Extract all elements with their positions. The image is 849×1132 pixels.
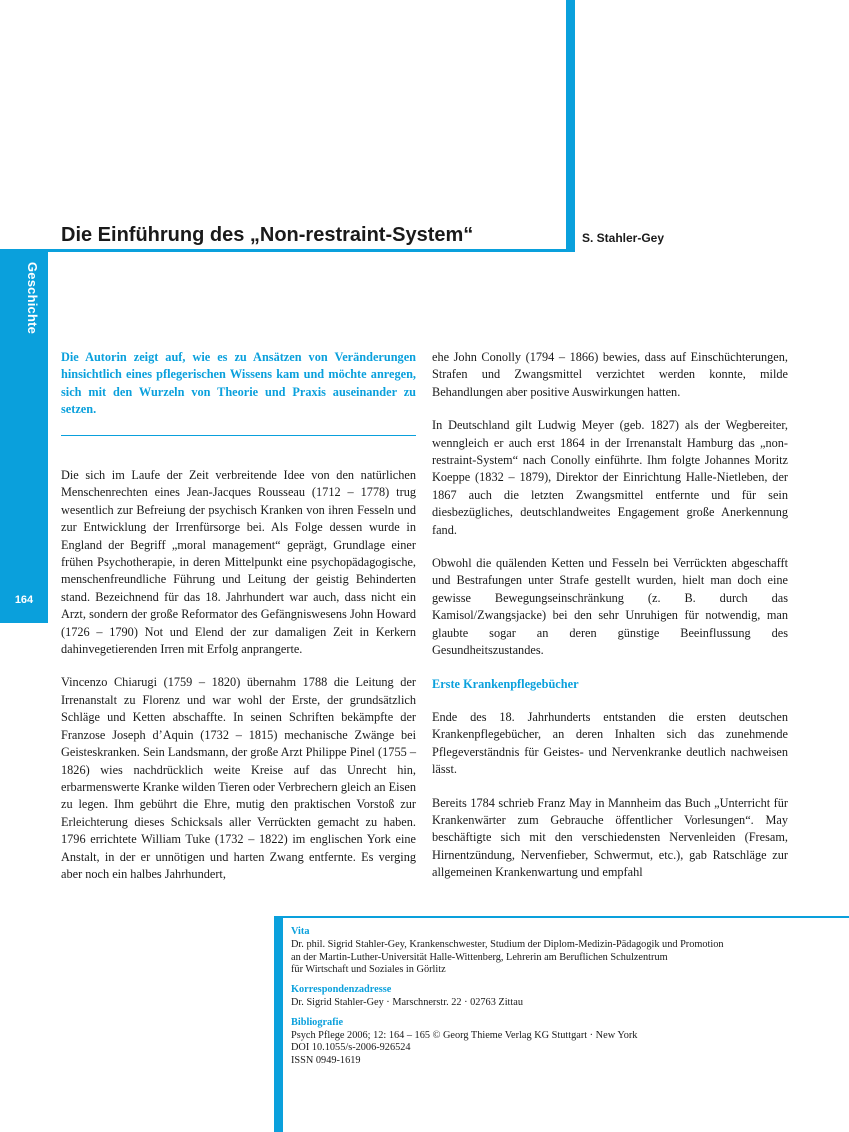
body-paragraph: Ende des 18. Jahrhunderts entstanden die ersten deutschen Krankenpflegebücher, an deren Inhalten sich das zunehmende Pflegeverständnis für Geistes- und Nervenkranke deutlich nachweisen lässt. (432, 709, 788, 777)
abstract: Die Autorin zeigt auf, wie es zu Ansätzen von Veränderungen hinsichtlich eines pflegerischen Wissens kam und möchte anregen, sich mit den Wurzeln von Theorie und Praxis auseinander zu setzen. (61, 350, 416, 417)
right-body-part-1 (432, 349, 788, 660)
biblio-line: Psych Pflege 2006; 12: 164 – 165 © Georg Thieme Verlag KG Stuttgart · New York (291, 1029, 638, 1041)
vita-line: Dr. phil. Sigrid Stahler-Gey, Krankenschwester, Studium der Diplom-Medizin-Pädagogik und Promotion (291, 938, 724, 950)
vita-line: an der Martin-Luther-Universität Halle-Wittenberg, Lehrerin am Beruflichen Schulzentrum (291, 951, 668, 963)
title-rule (0, 249, 575, 252)
body-paragraph: ehe John Conolly (1794 – 1866) bewies, dass auf Einschüchterungen, Strafen und Zwangsmittel verzichtet werden konnte, milde Behandlungen aber positive Auswirkungen hatten. (432, 350, 788, 399)
vita-label: Vita (291, 926, 310, 937)
vita-text (291, 939, 791, 977)
biblio-line: ISSN 0949-1619 (291, 1055, 361, 1067)
article-title: Die Einführung des „Non-restraint-System“ (61, 224, 474, 246)
biblio-text (291, 1030, 791, 1068)
vita-box (291, 926, 791, 1075)
body-paragraph: Obwohl die quälenden Ketten und Fesseln bei Verrückten abgeschafft und Bestrafungen unter Strafe gestellt wurden, hielt man doch eine gewisse Bewegungseinschränkung (z. B. durch das Kamisol/Zwangsjacke) bei den sehr Unruhigen für notwendig, man glaubte sogar an deren günstige Beeinflussung des Gesundheitszustandes. (432, 556, 788, 658)
body-paragraph: Bereits 1784 schrieb Franz May in Mannheim das Buch „Unterricht für Krankenwärter zum Gebrauche öffentlicher Vorlesungen“. May beschäftigte sich mit den verschiedensten Nervenleiden (Fresam, Hirnentzündung, Nervenfieber, Schwermut, etc.), gab Ratschläge zur allgemeinen Krankenwartung und empfahl (432, 795, 788, 880)
right-column (432, 349, 788, 898)
vita-accent-bar (274, 916, 283, 1132)
abstract-divider (61, 435, 416, 436)
biblio-line: DOI 10.1055/s-2006-926524 (291, 1042, 411, 1054)
right-body-part-2 (432, 709, 788, 882)
body-paragraph: Vincenzo Chiarugi (1759 – 1820) übernahm 1788 die Leitung der Irrenanstalt zu Florenz und war wohl der Erste, der grundsätzlich Schläge und Ketten abschaffte. In seinen Schriften bekämpfte der Franzose Joseph d’Aquin (1732 – 1815) mechanische Zwänge bei Geisteskranken. Sein Landsmann, der große Arzt Philippe Pinel (1755 – 1826) wies nachdrücklich weite Kreise auf das Unrecht hin, erbarmenswerte Kranke wilden Tieren oder Verbrechern gleich an Eisen zu legen. Ihm gebührt die Ehre, mutig den praktischen Vorstoß zur Erleichterung dieses Schicksals aller Verrückten gemacht zu haben. 1796 errichtete William Tuke (1732 – 1822) im englischen York eine Anstalt, in der er unnötigen und harten Zwang entfernte. Es verging aber noch ein halbes Jahrhundert, (61, 675, 416, 881)
section-heading: Erste Krankenpflegebücher (432, 676, 579, 691)
address-text (291, 997, 791, 1010)
biblio-label: Bibliografie (291, 1016, 344, 1028)
vita-line: für Wirtschaft und Soziales in Görlitz (291, 964, 446, 976)
article-author: S. Stahler-Gey (582, 231, 665, 245)
left-column (61, 349, 416, 435)
section-label: Geschichte (25, 262, 40, 335)
address-label: Korrespondenzadresse (291, 984, 392, 996)
header-accent-bar (566, 0, 575, 252)
body-paragraph: Die sich im Laufe der Zeit verbreitende Idee von den natürlichen Menschenrechten eines Jean-Jacques Rousseau (1712 – 1778) trug wesentlich zur Befreiung der psychisch Kranken von ihren Fesseln und zur Entwicklung der Irrenfürsorge bei. Als Folge dessen wurde in England der Begriff „moral management“ geprägt, Grundlage einer frühen Psychotherapie, in deren Mittelpunkt eine psychopädagogische, menschenfreundliche Führung und Leitung der geistig Behinderten stand. Bezeichnend für das 18. Jahrhundert war auch, dass nicht ein Arzt, sondern der große Reformator des Gefängniswesens John Howard (1726 – 1790) Not und Elend der zur damaligen Zeit in Kerkern dahinvegetierenden Irren mit Erfolg anprangerte. (61, 468, 416, 657)
vita-rule (274, 916, 849, 918)
address-line: Dr. Sigrid Stahler-Gey · Marschnerstr. 22 · 02763 Zittau (291, 996, 524, 1008)
body-paragraph: In Deutschland gilt Ludwig Meyer (geb. 1827) als der Wegbereiter, wenngleich er auch erst 1864 in der Irrenanstalt Hamburg das „non-restraint-System“ nach Conolly einführte. Ihm folgte Johannes Moritz Koeppe (1832 – 1879), Direktor der Einrichtung Halle-Nietleben, der 1867 auch die letzten Zwangsmittel entfernte und für sein diesbezügliches, deutschlandweites Engagement große Anerkennung fand. (432, 418, 788, 537)
page-number: 164 (14, 594, 34, 606)
left-body (61, 467, 416, 899)
